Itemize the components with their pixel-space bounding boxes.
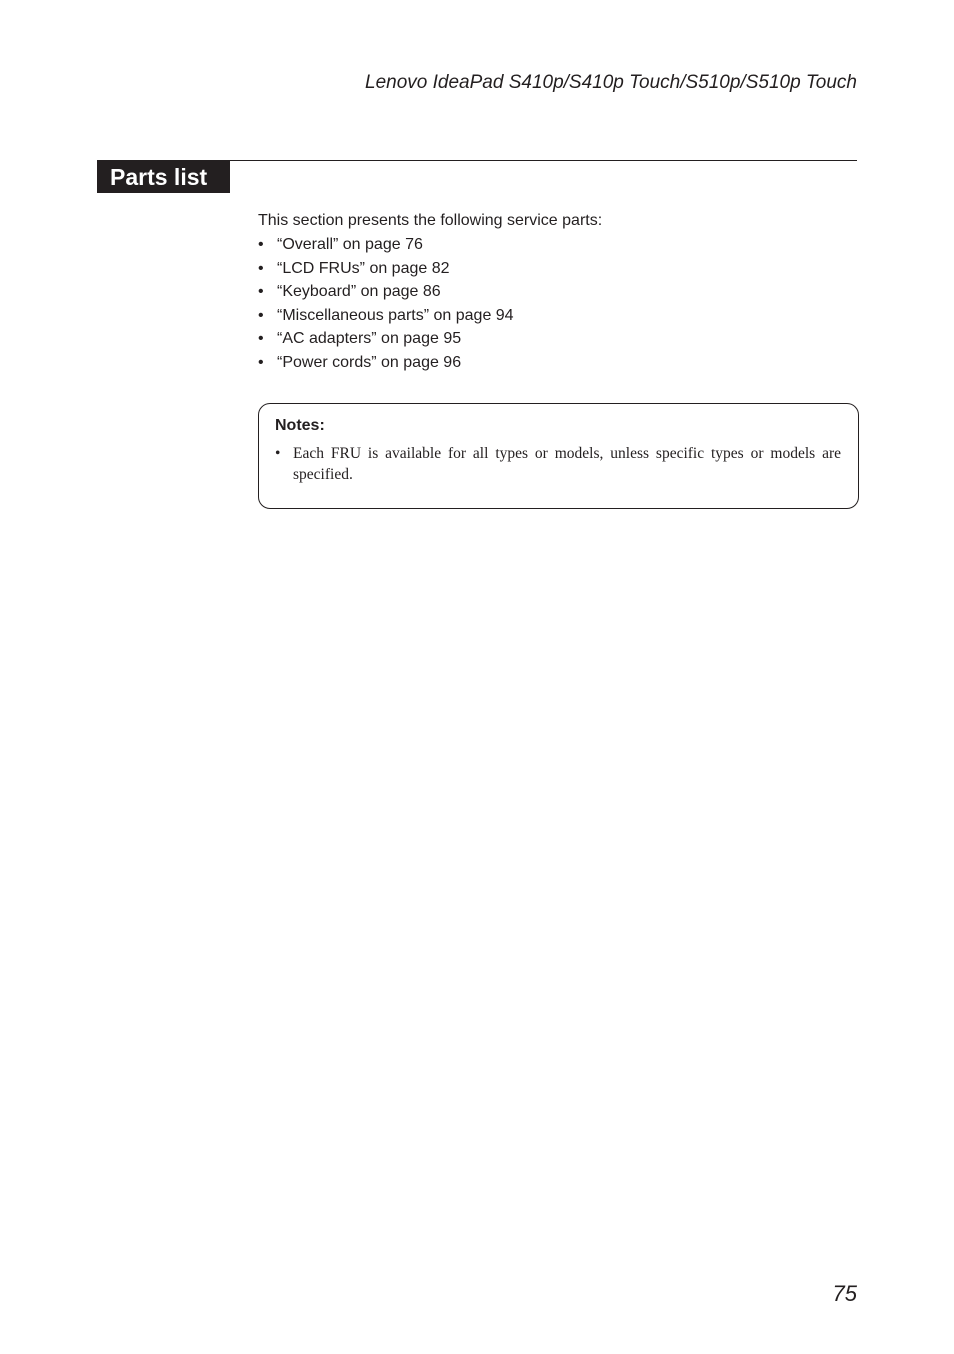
list-item-text: “LCD FRUs” on page 82 [277,259,450,277]
list-item [258,353,514,377]
list-item [258,235,514,259]
bullet-icon: • [258,353,264,371]
list-item [258,259,514,283]
list-item-text: “Overall” on page 76 [277,236,423,253]
bullet-icon: • [258,306,264,324]
note-item [275,443,841,485]
notes-box [258,403,859,509]
list-item-text: “AC adapters” on page 95 [277,330,462,348]
list-item [258,306,514,330]
bullet-icon: • [258,283,264,301]
bullet-icon: • [258,330,264,348]
bullet-icon: • [275,445,281,462]
section-title: Parts list [97,160,230,193]
list-item [258,282,514,306]
running-header: Lenovo IdeaPad S410p/S410p Touch/S510p/S510p Touch [365,72,857,93]
list-item-text: “Power cords” on page 96 [277,353,462,371]
list-item-text: “Miscellaneous parts” on page 94 [277,306,514,324]
list-item-text: “Keyboard” on page 86 [277,283,441,301]
note-text: Each FRU is available for all types or models, unless specific types or models are specified. [293,445,841,483]
parts-list [258,235,514,377]
notes-title: Notes: [275,417,325,434]
list-item [258,329,514,353]
intro-text: This section presents the following service parts: [258,212,603,229]
page-number: 75 [832,1281,857,1306]
bullet-icon: • [258,236,264,253]
bullet-icon: • [258,259,264,277]
